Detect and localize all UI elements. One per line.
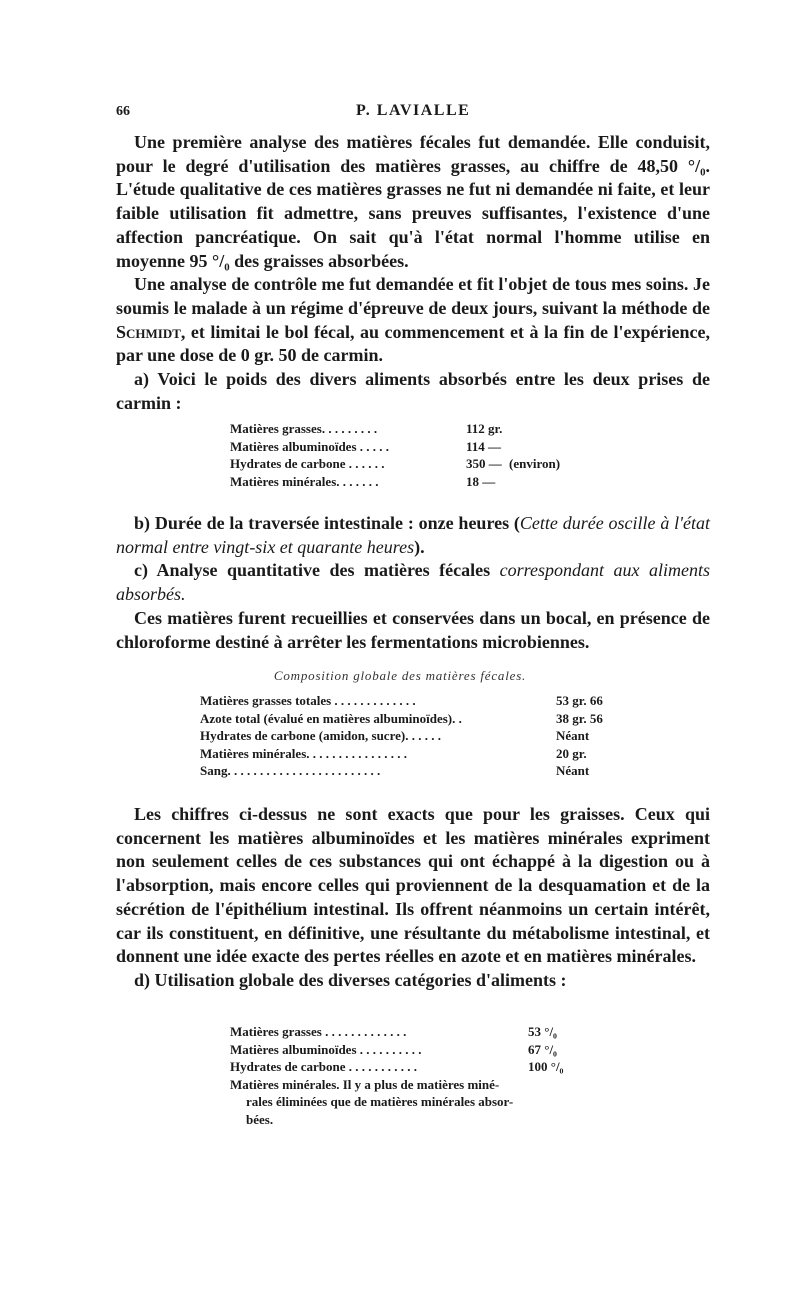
row-value: 20 gr. <box>556 745 587 761</box>
table-row <box>200 710 628 728</box>
table-row <box>200 745 628 763</box>
row-label: Matières grasses totales . . . . . . . . . . . . . <box>200 693 416 708</box>
main-text-3 <box>116 803 710 993</box>
row-value: 100 °/₀ <box>528 1059 564 1074</box>
table-note: Matières minérales. Il y a plus de matières miné- <box>230 1076 500 1092</box>
paragraph <box>116 559 710 606</box>
utilisation-table <box>230 1023 580 1128</box>
item-value: 112 gr. <box>466 421 503 436</box>
row-label: Sang. . . . . . . . . . . . . . . . . . . . . . . . <box>200 763 381 778</box>
item-value: 18 — <box>466 473 496 489</box>
table-row <box>230 1041 580 1059</box>
table-row <box>230 1058 580 1076</box>
row-label: Hydrates de carbone . . . . . . . . . . . <box>230 1059 418 1074</box>
paragraph-text: b) Durée de la traversée intestinale : onze heures ( <box>134 513 520 533</box>
row-value: 38 gr. 56 <box>556 710 603 726</box>
item-value: 114 — <box>466 438 502 454</box>
list-item <box>230 455 600 473</box>
list-item <box>230 438 600 456</box>
row-value: 53 gr. 66 <box>556 693 603 708</box>
composition-table <box>200 692 628 780</box>
row-value: Néant <box>556 728 590 743</box>
row-value: Néant <box>556 763 590 778</box>
item-label: Hydrates de carbone . . . . . . <box>230 456 385 471</box>
paragraph: a) Voici le poids des divers aliments absorbés entre les deux prises de carmin : <box>116 369 710 413</box>
row-label: Hydrates de carbone (amidon, sucre). . . . . . <box>200 728 441 743</box>
item-label: Matières minérales. . . . . . . <box>230 473 379 489</box>
row-label: Matières grasses . . . . . . . . . . . . . <box>230 1024 407 1039</box>
table-row <box>200 727 628 745</box>
aliments-list <box>230 420 600 490</box>
table-row <box>200 692 628 710</box>
list-item <box>230 420 600 438</box>
main-text <box>116 131 710 415</box>
paragraph: Une première analyse des matières fécales fut demandée. Elle conduisit, pour le degré d'utilisation des matières grasses, au chiffre de 48,50 °/₀. L'étude qualitative de ces matières grasses ne fut ni demandée ni faite, et leur faible utilisation fit admettre, sans preuves suffisantes, l'existence d'une affection pancréatique. On sait qu'à l'état normal l'homme utilise en moyenne 95 °/₀ des graisses absorbées. <box>116 132 710 271</box>
table-note: bées. <box>246 1111 274 1127</box>
item-value: 350 — <box>466 456 502 471</box>
row-value: 53 °/₀ <box>528 1024 557 1039</box>
italic-text: correspondant aux aliments absorbés. <box>116 560 710 605</box>
paragraph-text: ). <box>414 536 425 557</box>
running-title: P. LAVIALLE <box>356 102 471 119</box>
paragraph-text: Une analyse de contrôle me fut demandée et fit l'objet de tous mes soins. Je soumis le malade à un régime d'épreuve de deux jours, suivant la méthode de <box>116 274 710 318</box>
list-item <box>230 473 600 491</box>
italic-text: Cette durée oscille à l'état normal entre vingt-six et quarante heures <box>116 513 710 557</box>
item-extra: (environ) <box>509 456 561 471</box>
table-row <box>200 762 628 780</box>
row-label: Matières minérales. . . . . . . . . . . . . . . . <box>200 745 407 761</box>
page-header <box>116 100 708 126</box>
page-number: 66 <box>116 104 130 119</box>
paragraph: Les chiffres ci-dessus ne sont exacts que pour les graisses. Ceux qui concernent les matières albuminoïdes et les matières minérales expriment non seulement celles de ces substances qui ont échappé à la digestion ou à l'absorption, mais encore celles qui proviennent de la desquamation et de la sécrétion de l'épithélium intestinal. Ils offrent néanmoins un certain intérêt, car ils constituent, en définitive, une résultante du métabolisme intestinal, et donnent une idée exacte des pertes réelles en azote et en matières minérales. <box>116 804 710 967</box>
row-value: 67 °/₀ <box>528 1041 557 1057</box>
paragraph-text: c) Analyse quantitative des matières fécales <box>134 560 500 581</box>
paragraph: Ces matières furent recueillies et conservées dans un bocal, en présence de chloroforme destiné à arrêter les fermentations microbiennes. <box>116 607 710 652</box>
item-label: Matières grasses. . . . . . . . . <box>230 421 378 436</box>
paragraph <box>116 273 710 368</box>
paragraph-text: , et limitai le bol fécal, au commencement et à la fin de l'expérience, par une dose de 0 gr. 50 de carmin. <box>116 321 710 366</box>
row-label: Azote total (évalué en matières albuminoïdes). . <box>200 710 462 726</box>
table-title: Composition globale des matières fécales. <box>273 668 527 683</box>
main-text-2 <box>116 512 710 654</box>
table-note: rales éliminées que de matières minérales absor- <box>246 1094 514 1109</box>
author-name: Schmidt <box>116 321 181 342</box>
paragraph: d) Utilisation globale des diverses catégories d'aliments : <box>134 969 567 990</box>
table-row <box>230 1023 580 1041</box>
paragraph <box>116 512 710 559</box>
item-label: Matières albuminoïdes . . . . . <box>230 438 390 454</box>
row-label: Matières albuminoïdes . . . . . . . . . . <box>230 1041 422 1057</box>
